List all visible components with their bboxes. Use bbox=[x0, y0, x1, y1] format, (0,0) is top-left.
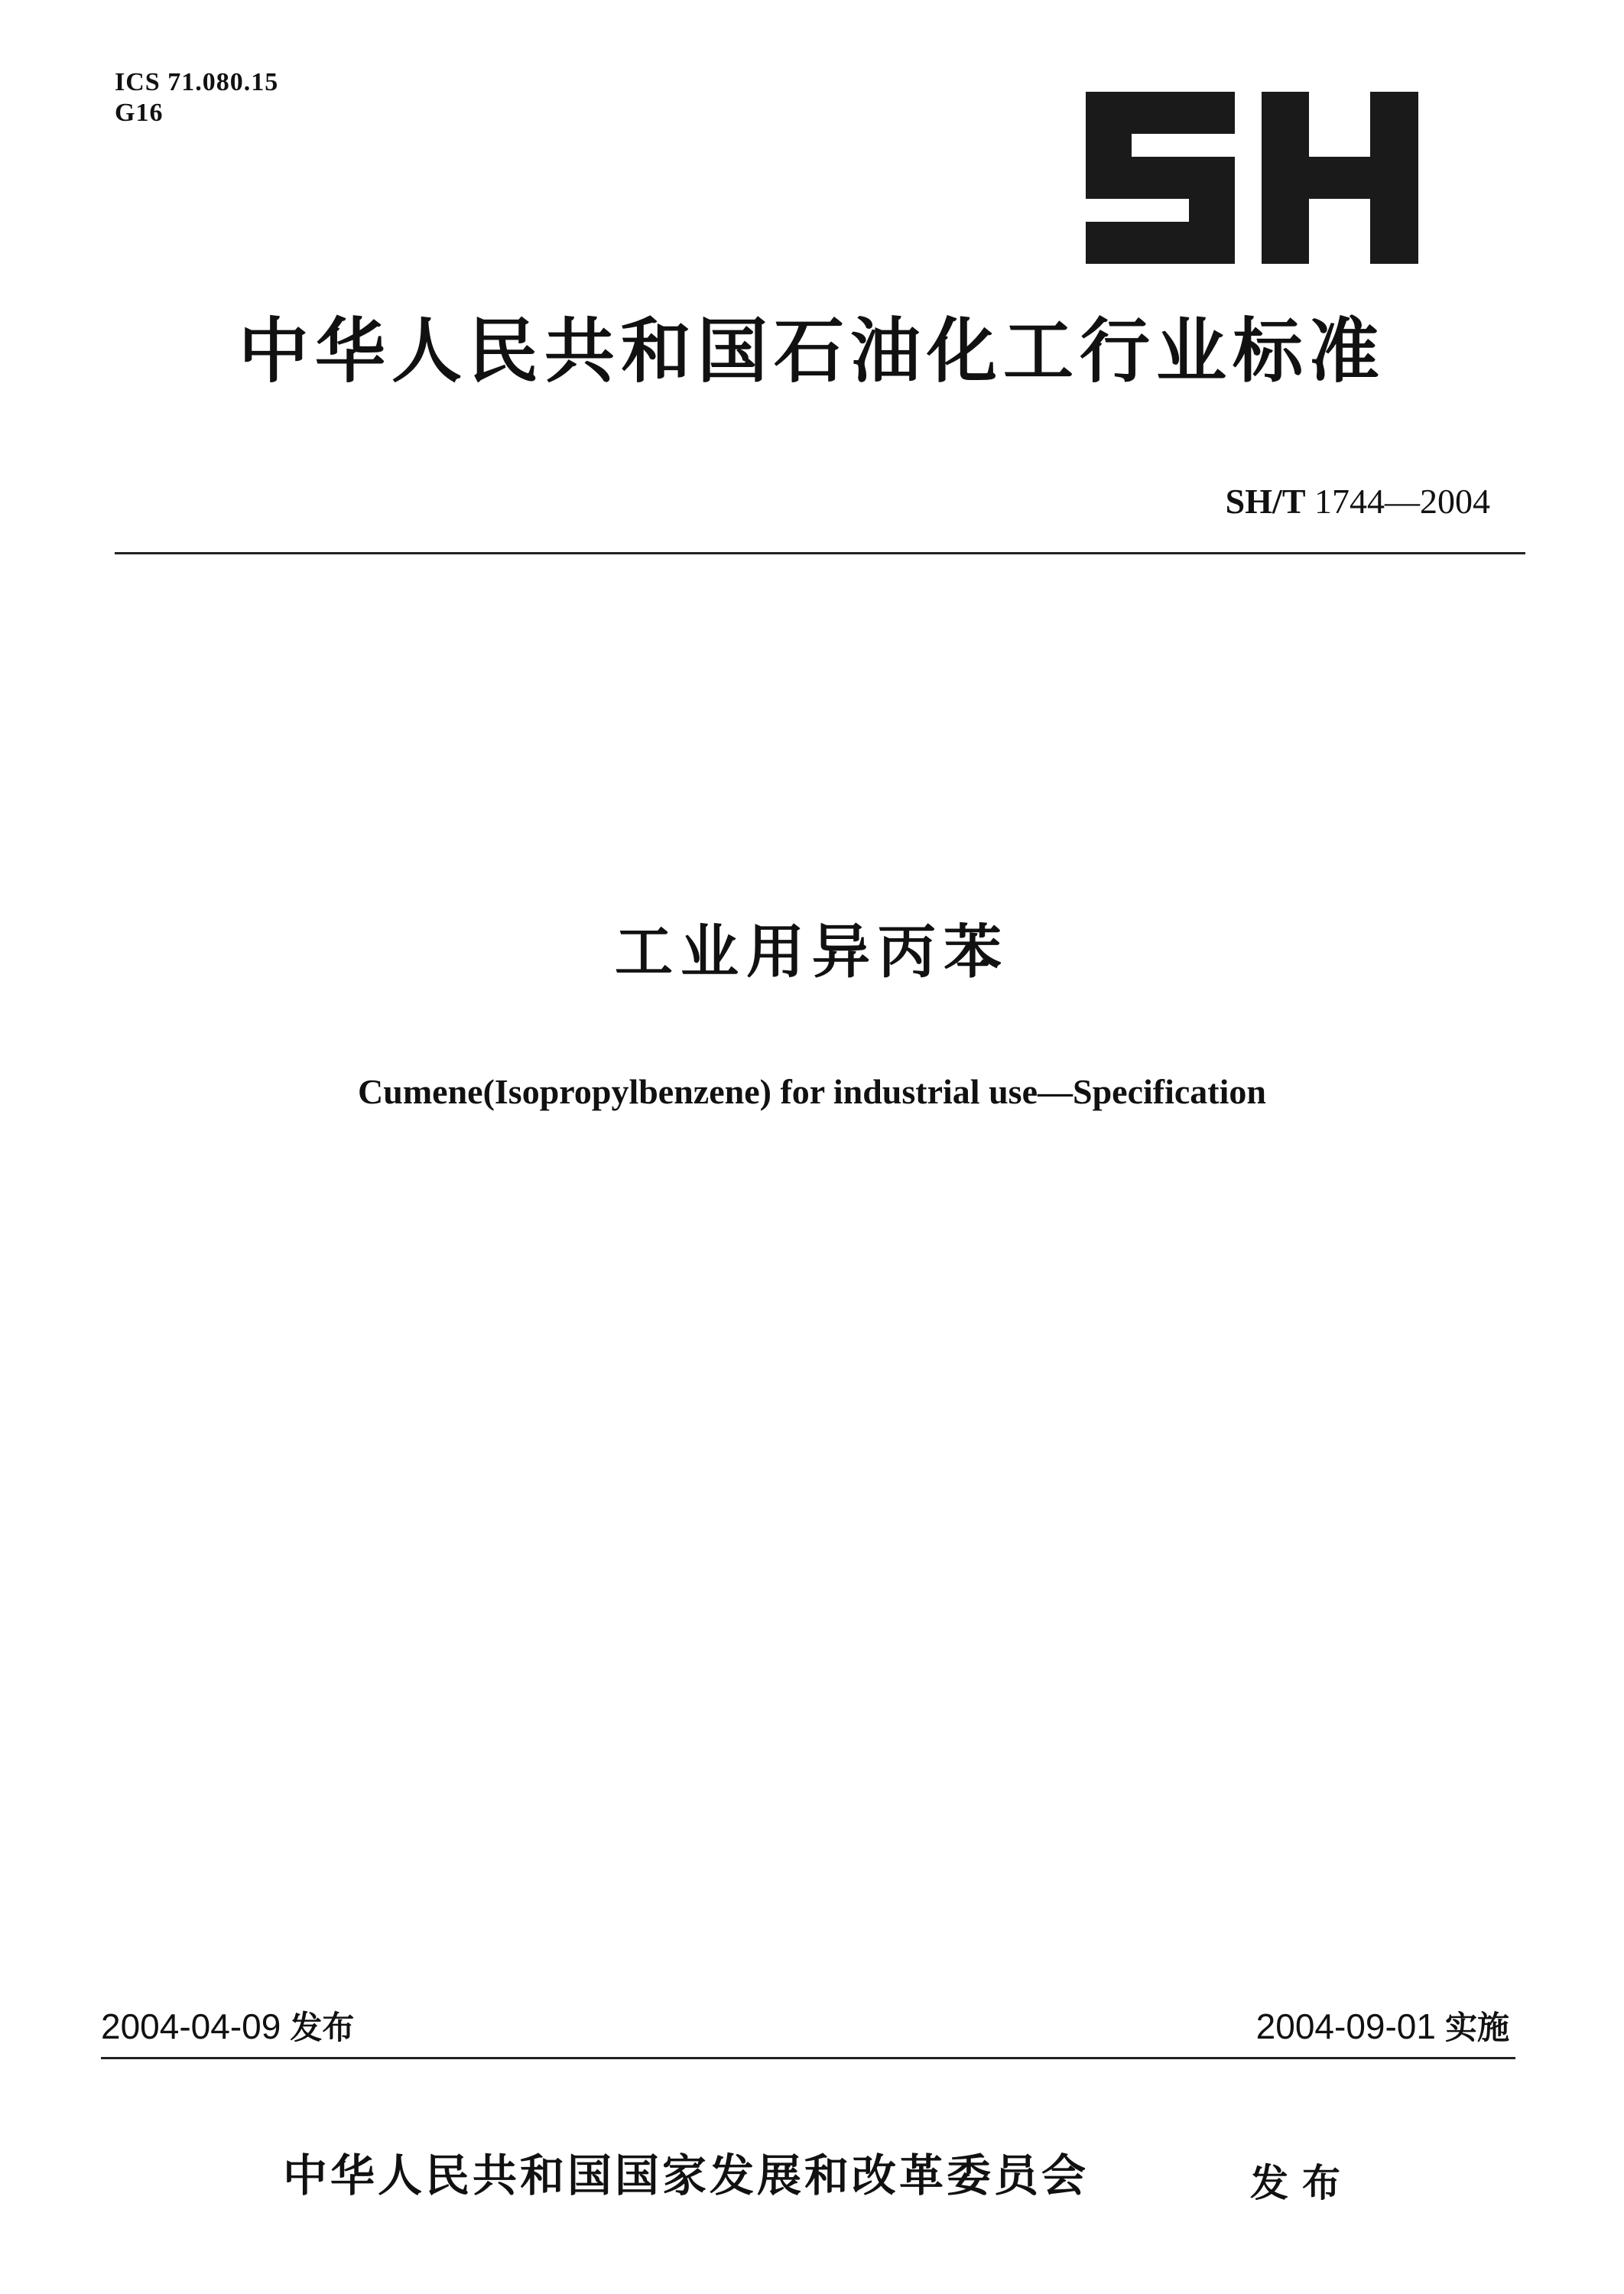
header-divider bbox=[115, 552, 1525, 554]
footer-divider bbox=[101, 2057, 1515, 2059]
ics-code: ICS 71.080.15 bbox=[115, 68, 279, 96]
logo-letter-s bbox=[1086, 92, 1235, 264]
document-title-cn: 工业用异丙苯 bbox=[615, 918, 1009, 986]
effective-label: 实施 bbox=[1444, 2009, 1509, 2046]
classification-code: G16 bbox=[115, 99, 164, 127]
ics-block bbox=[115, 67, 278, 128]
effective-date: 2004-09-01 bbox=[1255, 2006, 1436, 2046]
standard-number bbox=[1226, 480, 1490, 523]
standard-code: 1744—2004 bbox=[1314, 482, 1490, 521]
publish-label: 发布 bbox=[290, 2009, 355, 2046]
standard-prefix: SH/T bbox=[1225, 482, 1306, 521]
publish-date: 2004-04-09 bbox=[101, 2006, 281, 2046]
logo-letter-h bbox=[1262, 92, 1418, 264]
issuer-action: 发布 bbox=[1250, 2161, 1354, 2205]
publish-date-block bbox=[101, 2003, 354, 2051]
document-title-en: Cumene(Isopropylbenzene) for industrial use—Specification bbox=[358, 1072, 1266, 1111]
industry-standard-title: 中华人民共和国石油化工行业标准 bbox=[238, 310, 1385, 392]
issuing-authority: 中华人民共和国国家发展和改革委员会 bbox=[283, 2149, 1090, 2201]
sh-logo bbox=[1070, 92, 1422, 264]
effective-date-block bbox=[1256, 2003, 1509, 2051]
